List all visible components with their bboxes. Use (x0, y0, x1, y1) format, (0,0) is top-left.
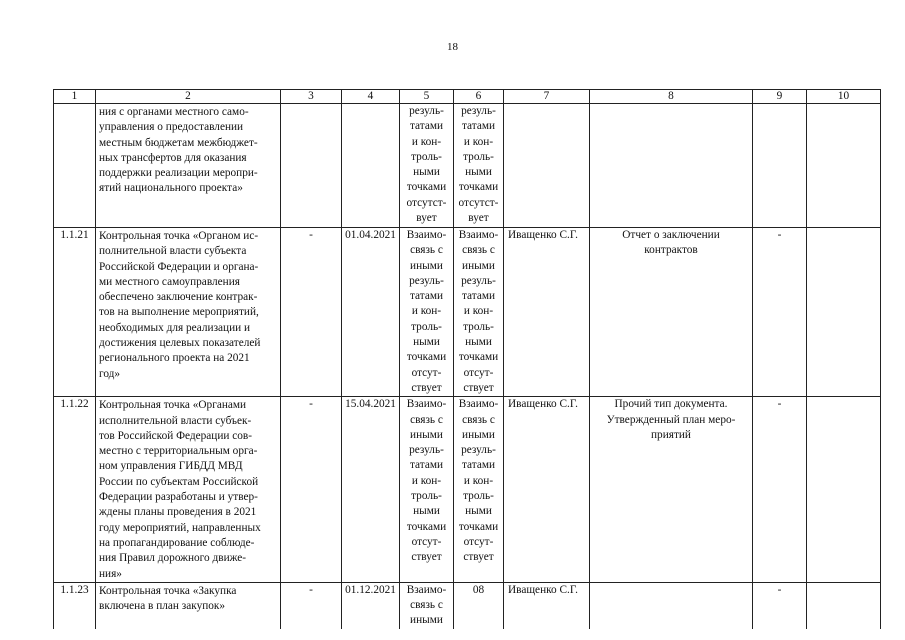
text-line: отсутст- (458, 196, 499, 209)
text-line: связь с (410, 244, 443, 257)
control-point-description (96, 104, 281, 228)
text-line: иными (462, 428, 495, 441)
text-line: татами (409, 120, 444, 133)
deadline-date: 01.04.2021 (342, 228, 400, 397)
text-line: России по субъектам Российской (99, 475, 259, 488)
column-3-value: - (281, 582, 342, 628)
deadline-date: 15.04.2021 (342, 397, 400, 583)
column-header: 5 (400, 90, 454, 104)
text-line: Контрольная точка «Закупка (99, 584, 237, 597)
text-line: точками (406, 351, 447, 364)
text-line: ными (413, 166, 440, 179)
column-9-value: - (753, 228, 807, 397)
text-line: иными (410, 259, 443, 272)
text-line: татами (461, 290, 496, 303)
text-line: год» (99, 367, 121, 380)
text-line: иными (410, 614, 443, 627)
text-line: Взаимо- (458, 398, 499, 411)
text-line: ными (413, 336, 440, 349)
document-type (590, 228, 753, 397)
text-line: ными (465, 336, 492, 349)
text-line: Контрольная точка «Органом ис- (99, 230, 259, 242)
column-10-value (807, 397, 881, 583)
text-line: точками (458, 520, 499, 533)
row-number (54, 104, 96, 228)
row-number: 1.1.21 (54, 228, 96, 397)
text-line: ния» (99, 567, 122, 580)
text-line: троль- (411, 490, 442, 503)
text-line: Отчет о заключении (622, 229, 720, 241)
control-point-description (96, 582, 281, 628)
text-line: связь с (462, 413, 495, 426)
text-line: ствует (463, 551, 494, 564)
text-line: Взаимо- (458, 229, 499, 241)
column-10-value (807, 104, 881, 228)
text-line: ния Правил дорожного движе- (99, 552, 247, 565)
text-line: резуль- (461, 444, 496, 457)
text-line: троль- (411, 150, 442, 163)
text-line: управления о предоставлении (99, 121, 244, 134)
text-line: контрактов (644, 244, 698, 257)
text-line: татами (461, 459, 496, 472)
text-line: Контрольная точка «Органами (99, 399, 247, 412)
text-line: иными (462, 259, 495, 272)
column-header: 3 (281, 90, 342, 104)
text-line: и кон- (463, 305, 494, 318)
text-line: году мероприятий, направленных (99, 521, 261, 534)
text-line: ятий национального проекта» (99, 182, 243, 195)
text-line: тов на выполнение мероприятий, (99, 306, 259, 319)
relation-column-5 (400, 104, 454, 228)
relation-column-5 (400, 397, 454, 583)
text-line: Федерации разработаны и утвер- (99, 491, 258, 504)
text-line: местным бюджетам межбюджет- (99, 136, 258, 149)
control-point-description (96, 397, 281, 583)
text-line: и кон- (411, 474, 442, 487)
text-line: исполнительной власти субъек- (99, 414, 252, 427)
text-line: троль- (411, 320, 442, 333)
text-line: ными (465, 505, 492, 518)
relation-column-6 (454, 397, 504, 583)
table-header-row (54, 90, 881, 104)
text-line: обеспечено заключение контрак- (99, 291, 258, 304)
column-header: 10 (807, 90, 881, 104)
column-9-value: - (753, 397, 807, 583)
text-line: ными (465, 166, 492, 179)
text-line: тов Российской Федерации сов- (99, 429, 253, 442)
text-line: Утвержденный план меро- (606, 413, 736, 426)
column-header: 2 (96, 90, 281, 104)
text-line: точками (406, 181, 447, 194)
text-line: отсут- (463, 535, 494, 548)
table-row (54, 104, 881, 228)
text-line: достижения целевых показателей (99, 337, 261, 350)
text-line: отсутст- (406, 196, 447, 209)
control-points-table (53, 89, 881, 629)
text-line: отсут- (463, 366, 494, 379)
column-3-value: - (281, 397, 342, 583)
text-line: вует (468, 212, 489, 225)
text-line: резуль- (461, 105, 496, 117)
text-line: Взаимо- (406, 583, 447, 596)
text-line: точками (458, 351, 499, 364)
relation-column-5 (400, 582, 454, 628)
text-line: ствует (463, 381, 494, 394)
relation-column-5 (400, 228, 454, 397)
deadline-date (342, 104, 400, 228)
text-line: отсут- (411, 366, 442, 379)
deadline-date: 01.12.2021 (342, 582, 400, 628)
responsible-person: Иващенко С.Г. (504, 397, 590, 583)
document-type (590, 104, 753, 228)
text-line: и кон- (463, 135, 494, 148)
column-9-value: - (753, 582, 807, 628)
relation-column-6 (454, 104, 504, 228)
relation-column-6 (454, 582, 504, 628)
text-line: связь с (410, 599, 443, 612)
column-header: 7 (504, 90, 590, 104)
column-9-value (753, 104, 807, 228)
text-line: ствует (411, 381, 442, 394)
text-line: Взаимо- (406, 398, 447, 411)
column-header: 4 (342, 90, 400, 104)
text-line: и кон- (411, 305, 442, 318)
text-line: Взаимо- (406, 229, 447, 241)
text-line: Российской Федерации и органа- (99, 260, 259, 273)
text-line: ми местного самоуправления (99, 275, 240, 288)
responsible-person: Иващенко С.Г. (504, 582, 590, 628)
responsible-person: Иващенко С.Г. (504, 228, 590, 397)
text-line: и кон- (463, 474, 494, 487)
text-line: необходимых для реализации и (99, 321, 251, 334)
column-3-value (281, 104, 342, 228)
text-line: резуль- (461, 274, 496, 287)
text-line: резуль- (409, 444, 444, 457)
table-row (54, 397, 881, 583)
text-line: включена в план закупок» (99, 600, 226, 613)
text-line: на пропагандирование соблюде- (99, 536, 255, 549)
text-line: троль- (463, 490, 494, 503)
text-line: резуль- (409, 105, 444, 117)
text-line: троль- (463, 320, 494, 333)
responsible-person (504, 104, 590, 228)
text-line: троль- (463, 150, 494, 163)
text-line: точками (458, 181, 499, 194)
text-line: местно с территориальным орга- (99, 445, 258, 458)
column-header: 6 (454, 90, 504, 104)
text-line: отсут- (411, 535, 442, 548)
column-3-value: - (281, 228, 342, 397)
text-line: татами (409, 290, 444, 303)
page-number: 18 (447, 41, 458, 53)
text-line: регионального проекта на 2021 (99, 352, 250, 365)
text-line: ными (413, 505, 440, 518)
text-line: татами (409, 459, 444, 472)
column-header: 8 (590, 90, 753, 104)
text-line: и кон- (411, 135, 442, 148)
text-line: иными (410, 428, 443, 441)
text-line: ния с органами местного само- (99, 106, 249, 118)
table-row (54, 228, 881, 397)
text-line: ждены планы проведения в 2021 (99, 506, 257, 519)
text-line: ных трансфертов для оказания (99, 151, 247, 164)
relation-column-6 (454, 228, 504, 397)
text-line: приятий (651, 428, 691, 441)
column-10-value (807, 582, 881, 628)
control-point-description (96, 228, 281, 397)
table-row (54, 582, 881, 628)
row-number: 1.1.22 (54, 397, 96, 583)
row-number: 1.1.23 (54, 582, 96, 628)
text-line: связь с (462, 244, 495, 257)
text-line: связь с (410, 413, 443, 426)
text-line: 08 (472, 583, 485, 596)
column-10-value (807, 228, 881, 397)
text-line: ном управления ГИБДД МВД (99, 460, 243, 473)
text-line: Прочий тип документа. (614, 398, 728, 411)
text-line: точками (406, 520, 447, 533)
document-type (590, 397, 753, 583)
text-line: татами (461, 120, 496, 133)
text-line: ствует (411, 551, 442, 564)
text-line: полнительной власти субъекта (99, 245, 247, 258)
text-line: резуль- (409, 274, 444, 287)
column-header: 1 (54, 90, 96, 104)
text-line: поддержки реализации меропри- (99, 167, 258, 180)
text-line: вует (416, 212, 437, 225)
document-type (590, 582, 753, 628)
column-header: 9 (753, 90, 807, 104)
